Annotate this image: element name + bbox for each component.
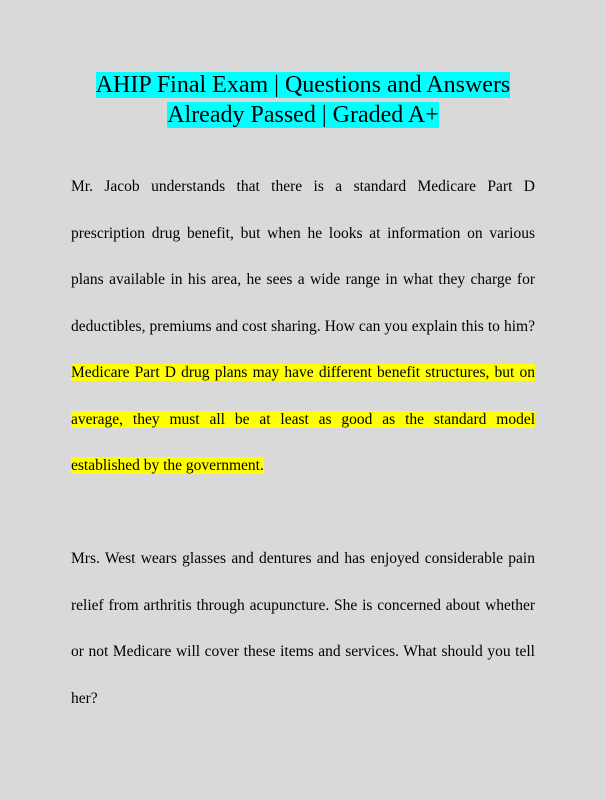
document-title [60, 70, 546, 130]
question-1-text: Mr. Jacob understands that there is a standard Medicare Part D prescription drug benefit, but when he looks at information on various plans available in his area, he sees a wide range in what they charge for deductibles, premiums and cost sharing. How can you explain this to him? [71, 178, 535, 335]
answer-1-text: Medicare Part D drug plans may have different benefit structures, but on average, they must all be at least as good as the standard model established by the government. [71, 364, 535, 474]
question-block-2 [71, 536, 535, 722]
question-2-text: Mrs. West wears glasses and dentures and has enjoyed considerable pain relief from arthritis through acupuncture. She is concerned about whether or not Medicare will cover these items and services. What should you tell her? [71, 550, 535, 707]
question-block-1 [71, 164, 535, 490]
document-title-text: AHIP Final Exam | Questions and Answers Already Passed | Graded A+ [95, 72, 511, 128]
